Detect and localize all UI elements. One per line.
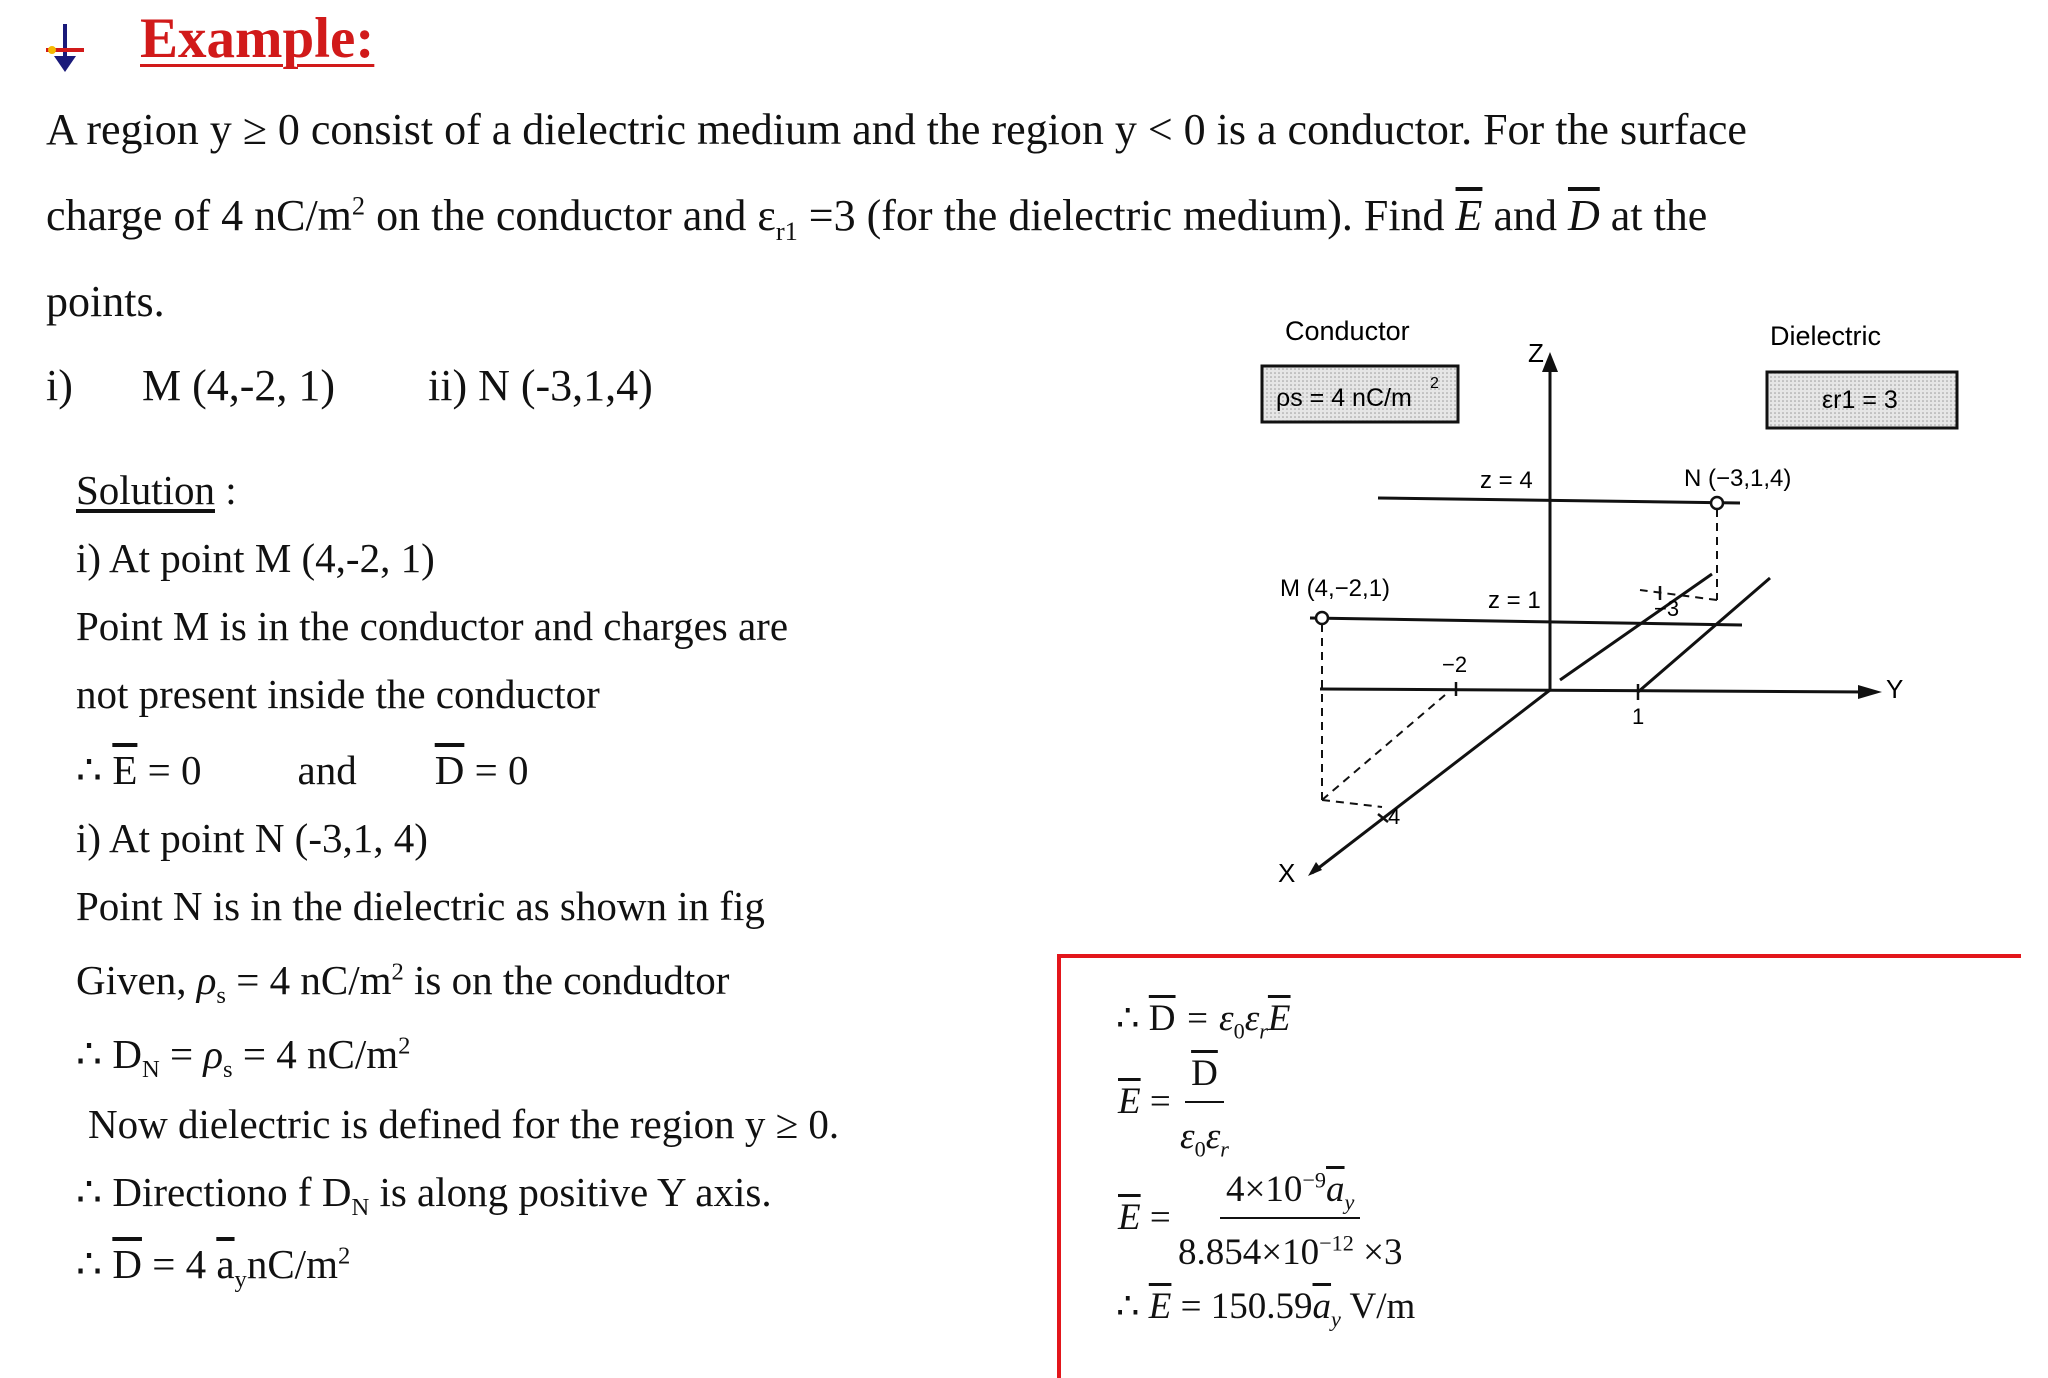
n-point-marker: [1711, 497, 1723, 509]
n-explanation: Point N is in the dielectric as shown in fig: [76, 883, 765, 929]
z1-label: z = 1: [1488, 587, 1541, 614]
point-m-label: M (4,-2, 1): [142, 361, 336, 410]
direction-line: ∴ Directiono f $D_N$ is along positive Y axis.: [76, 1169, 772, 1222]
m-explanation-1: Point M is in the conductor and charges are: [76, 603, 789, 649]
problem-line-1: A region y ≥ 0 consist of a dielectric medium and the region y < 0 is a conductor. For the surface: [46, 105, 1747, 154]
n-point-label: N (−3,1,4): [1684, 465, 1792, 492]
m-explanation-2: not present inside the conductor: [76, 671, 600, 717]
x-axis-arrow: [1308, 862, 1322, 876]
d-result: ∴ $\overline{D} = 4$ $\overline{a}_ynC/m^2$: [76, 1241, 351, 1294]
point-n-heading: i) At point N (-3,1, 4): [76, 815, 428, 861]
problem-line-2: charge of 4 $nC/m^2$ on the conductor and $\varepsilon_{r1} =3$ (for the dielectric medium). Find $\overline{E}$ and $\overline{D}$ at the: [46, 190, 1708, 246]
example-title: Example:: [140, 7, 375, 70]
rho-box-sup: 2: [1430, 375, 1439, 392]
calc-d-relation: ∴ $\overline{D} = \varepsilon_0\varepsilon_r\overline{E}$: [1116, 998, 1291, 1044]
tick-4-label: 4: [1388, 804, 1401, 829]
y-axis-line: [1320, 689, 1870, 692]
z4-label: z = 4: [1480, 467, 1533, 494]
m-point-marker: [1316, 612, 1328, 624]
y-axis-arrow: [1858, 685, 1882, 699]
z4-line: [1378, 498, 1740, 503]
m-point-label: M (4,−2,1): [1280, 575, 1391, 602]
region-line: Now dielectric is defined for the region y ≥ 0.: [88, 1101, 840, 1147]
eps-box-label: εr1 = 3: [1822, 386, 1898, 414]
coordinate-figure: [1230, 300, 1970, 900]
point-i-label: i): [46, 361, 73, 410]
x-axis-label: X: [1278, 858, 1296, 888]
problem-line-3: points.: [46, 277, 165, 326]
z-axis-arrow: [1542, 352, 1558, 372]
tick-m3-label: −3: [1654, 596, 1680, 621]
ym3-line: [1560, 574, 1712, 680]
conductor-label: Conductor: [1285, 316, 1410, 346]
given-line: Given, $\rho_s = 4$ $nC/m^2$ is on the condudtor: [76, 957, 730, 1010]
dn-line: ∴ $D_N = \rho_s = 4$ $nC/m^2$: [76, 1031, 411, 1084]
dielectric-label: Dielectric: [1770, 321, 1882, 351]
tick-1-label: 1: [1632, 704, 1645, 729]
rho-box-label: ρs = 4 nC/m: [1276, 384, 1412, 412]
calc-fraction-2: $\frac{4\times 10^{-9}\overline{a}_y}{8.854\times 10^{-12} \times 3}$: [1178, 1167, 1403, 1273]
calc-e-label-2: $\overline{E}$ =: [1118, 1197, 1171, 1238]
z-axis-label: Z: [1528, 338, 1544, 368]
calc-e-label-1: $\overline{E}$ =: [1118, 1081, 1171, 1122]
calc-fraction-1: $\frac{\overline{D}}{\varepsilon_0\varepsilon_r}$: [1180, 1053, 1229, 1162]
tick-m2-label: −2: [1442, 652, 1468, 677]
solution-heading: Solution :: [76, 467, 237, 513]
calc-e-result: ∴ $\overline{E} = 150.59\overline{a}_y$ V/m: [1116, 1286, 1416, 1332]
y-axis-label: Y: [1886, 674, 1904, 704]
x-axis-line: [1312, 690, 1550, 873]
point-m-heading: i) At point M (4,-2, 1): [76, 535, 435, 581]
point-n-label: ii) N (-3,1,4): [428, 361, 653, 410]
arrow-bullet-icon: [40, 18, 90, 78]
m-proj-x: [1322, 800, 1382, 807]
m-result: ∴ $\overline{E} = 0$ and $\overline{D} = 0$: [76, 747, 529, 793]
